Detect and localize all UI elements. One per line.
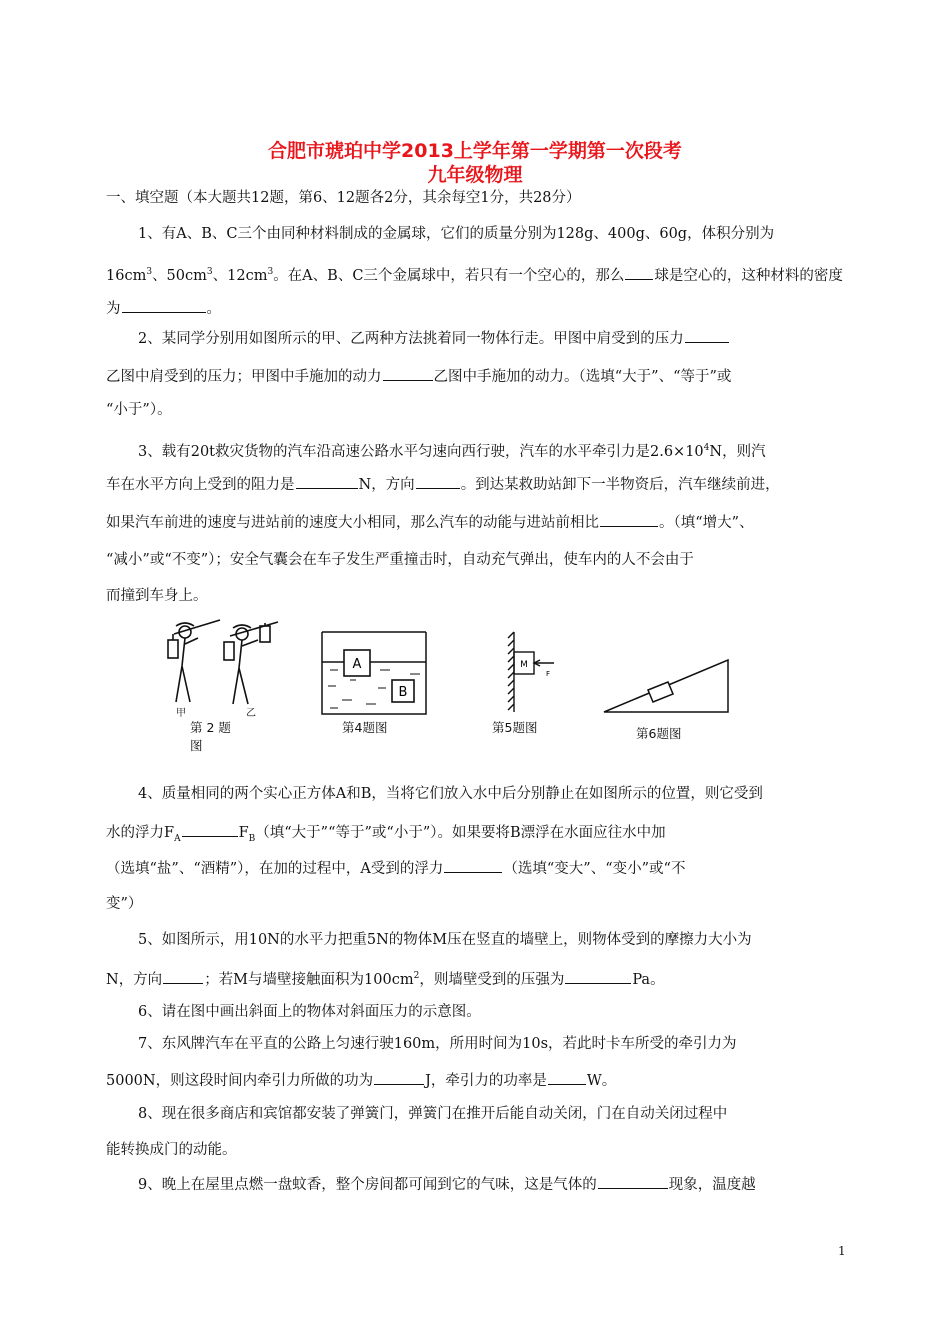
q3-blank-2[interactable] xyxy=(416,474,460,489)
fig2-label-yi: 乙 xyxy=(246,708,256,719)
q1-line-2: $16cm^3$、$50cm^3$、$12cm^3$。在A、B、C三个金属球中，若只有一个空心的，那么 球是空心的，这种材料的密度 xyxy=(106,262,846,286)
fig5-wall-block xyxy=(504,630,564,714)
q3-blank-3[interactable] xyxy=(600,512,658,527)
q3-line-4: “减小”或“不变”）；安全气囊会在车子发生严重撞击时，自动充气弹出，使车内的人不会由于 xyxy=(106,552,694,568)
q3-line-3: 如果汽车前进的速度与进站前的速度大小相同，那么汽车的动能与进站前相比 。（填“增大”、 xyxy=(106,512,846,533)
q2-line-2: 乙图中肩受到的压力；甲图中手施加的动力 乙图中手施加的动力。（选填“大于”、“等于”或 xyxy=(106,366,846,387)
q4-line-1: 4、质量相同的两个实心正方体A和B，当将它们放入水中后分别静止在如图所示的位置，则它受到 xyxy=(138,786,763,802)
q1-blank-2[interactable] xyxy=(122,298,206,313)
q2-line-3: “小于”）。 xyxy=(106,402,172,418)
q7-line-1: 7、东风牌汽车在平直的公路上匀速行驶160m，所用时间为10s，若此时卡车所受的牵引力为 xyxy=(138,1036,737,1052)
q5-blank-1[interactable] xyxy=(163,969,203,984)
q2-line-1: 2、某同学分别用如图所示的甲、乙两种方法挑着同一物体行走。甲图中肩受到的压力 xyxy=(138,328,846,349)
page-number: 1 xyxy=(838,1244,846,1258)
fig2-caption-b: 图 xyxy=(190,738,203,753)
fig6-caption: 第6题图 xyxy=(636,726,682,741)
q4-line-3: （选填“盐”、“酒精”），在加的过程中，A受到的浮力 （选填“变大”、“变小”或“不 xyxy=(106,858,846,879)
q4-line-2: 水的浮力$F_A$ $F_B$（填“大于”“等于”或“小于”）。如果要将B漂浮在水面应往水中加 xyxy=(106,822,846,849)
q7-blank-2[interactable] xyxy=(548,1070,586,1085)
fig4-caption: 第4题图 xyxy=(342,720,388,735)
fig4-label-b: B xyxy=(398,685,408,700)
q9-line-1: 9、晚上在屋里点燃一盘蚊香，整个房间都可闻到它的气味，这是气体的 现象，温度越 xyxy=(138,1174,846,1195)
q6-line-1: 6、请在图中画出斜面上的物体对斜面压力的示意图。 xyxy=(138,1004,481,1020)
fig2-label-jia: 甲 xyxy=(176,708,186,719)
fig2-carrying-illustration xyxy=(160,618,290,718)
fig2-caption-a: 第 2 题 xyxy=(190,720,231,735)
q4-blank-1[interactable] xyxy=(182,822,238,837)
q2-blank-1[interactable] xyxy=(685,328,729,343)
fig5-label-f: F xyxy=(545,670,551,678)
fig4-water-container xyxy=(320,630,428,716)
q5-line-1: 5、如图所示，用10N的水平力把重5N的物体M压在竖直的墙壁上，则物体受到的摩擦力大小为 xyxy=(138,932,752,948)
fig5-label-m: M xyxy=(520,660,528,670)
q5-blank-2[interactable] xyxy=(565,969,631,984)
q3-line-1: 3、载有20t救灾货物的汽车沿高速公路水平匀速向西行驶，汽车的水平牵引力是$2.6\times 10^4N$，则汽 xyxy=(138,443,766,460)
q4-blank-2[interactable] xyxy=(444,858,502,873)
q9-blank-1[interactable] xyxy=(598,1174,668,1189)
fig6-incline xyxy=(600,656,732,716)
q3-line-2: 车在水平方向上受到的阻力是 N，方向 。到达某救助站卸下一半物资后，汽车继续前进， xyxy=(106,474,846,495)
fig5-caption: 第5题图 xyxy=(492,720,538,735)
q8-line-2: 能转换成门的动能。 xyxy=(106,1142,237,1158)
q7-blank-1[interactable] xyxy=(374,1070,424,1085)
q3-line-5: 而撞到车身上。 xyxy=(106,588,208,604)
q4-line-4: 变”） xyxy=(106,896,143,912)
q2-blank-2[interactable] xyxy=(383,366,433,381)
exam-subtitle: 九年级物理 xyxy=(427,164,523,186)
q3-blank-1[interactable] xyxy=(296,474,358,489)
q1-line-1: 1、有A、B、C三个由同种材料制成的金属球，它们的质量分别为128g、400g、60g，体积分别为 xyxy=(138,226,775,242)
fig4-label-a: A xyxy=(352,657,362,672)
q7-line-2: 5000N，则这段时间内牵引力所做的功为 J，牵引力的功率是 W。 xyxy=(106,1070,846,1091)
q1-line-3: 为 。 xyxy=(106,298,846,319)
exam-title: 合肥市琥珀中学2013上学年第一学期第一次段考 xyxy=(268,140,682,162)
q1-blank-1[interactable] xyxy=(625,265,653,280)
q8-line-1: 8、现在很多商店和宾馆都安装了弹簧门，弹簧门在推开后能自动关闭，门在自动关闭过程中 xyxy=(138,1106,728,1122)
section-heading: 一、填空题（本大题共12题，第6、12题各2分，其余每空1分，共28分） xyxy=(106,190,581,206)
q5-line-2: N，方向 ；若M与墙壁接触面积为$100cm^2$，则墙壁受到的压强为 Pa。 xyxy=(106,966,846,990)
